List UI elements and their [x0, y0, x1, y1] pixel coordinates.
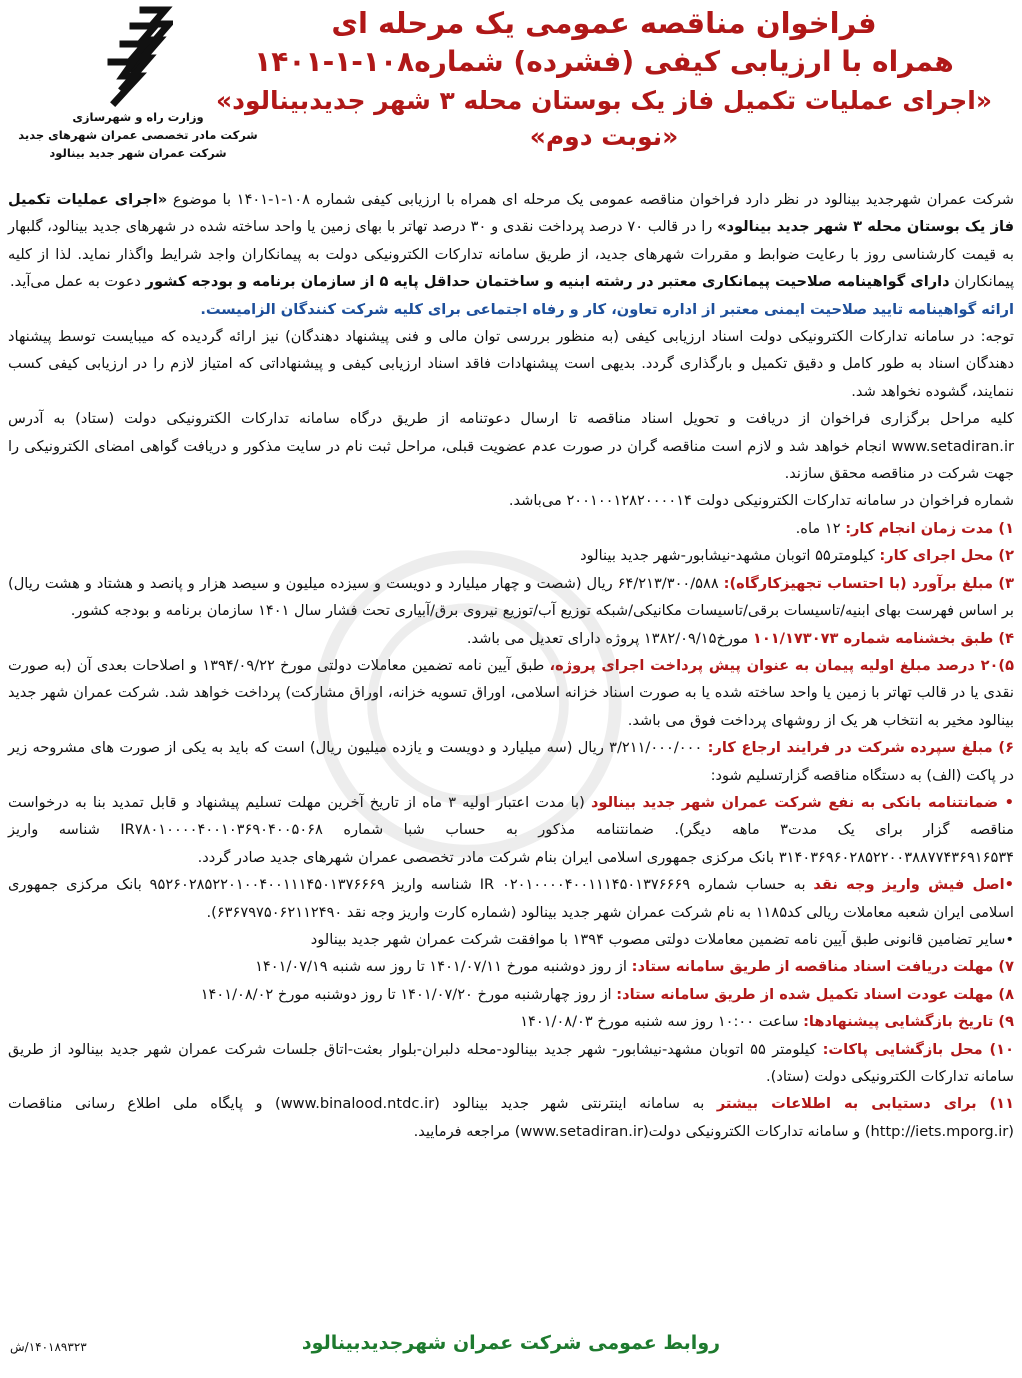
- item-7: [8, 953, 1014, 980]
- item-11-text: به سامانه اینترنتی شهر جدید بینالود (www.binalood.ntdc.ir) و پایگاه ملی اطلاع رسانی مناقصات (http://iets.mporg.ir) و سامانه تدارکات الکترونیکی دولت(www.setadiran.ir) مراجعه فرمایید.: [8, 1095, 1014, 1140]
- item-3-label: ۳) مبلغ برآورد (با احتساب تجهیزکارگاه):: [723, 574, 1015, 592]
- item-11: [8, 1090, 1014, 1145]
- item-2-text: کیلومتر۵۵ اتوبان مشهد-نیشابور-شهر جدید بینالود: [580, 547, 880, 565]
- item-1: [8, 515, 1014, 542]
- intro-project-title: «اجرای عملیات تکمیل فاز یک بوستان محله ۳ شهر جدید بینالود»: [8, 191, 1015, 236]
- item-9: [8, 1008, 1014, 1035]
- org-line-2: شرکت مادر تخصصی عمران شهرهای جدید: [18, 128, 258, 142]
- bullet-2-text: به حساب شماره ۰۲۰۱۰۰۰۰۴۰۰۱۱۱۴۵۰۱۳۷۶۶۶۹ IR شناسه واریز ۹۵۲۶۰۲۸۵۲۲۰۱۰۰۴۰۰۱۱۱۴۵۰۱۳۷۶۶۶۹ بانک مرکزی جمهوری اسلامی ایران شعبه معاملات ریالی کد۱۱۸۵ به نام شرکت عمران شهر جدید بینالود (شماره کارت واریز وجه نقد ۶۳۶۷۹۷۵۰۶۲۱۱۲۴۹۰).: [8, 876, 1014, 921]
- intro-text-a: شرکت عمران شهرجدید بینالود در نظر دارد فراخوان مناقصه عمومی یک مرحله ای همراه با ارزیابی کیفی شماره ۱۰۸-۱-۱۴۰۱ با موضوع: [172, 191, 1014, 208]
- ad-code: ۱۴۰۱۸۹۳۲۳/ش: [10, 1340, 87, 1354]
- item-7-label: ۷) مهلت دریافت اسناد مناقصه از طریق سامانه ستاد:: [631, 958, 1014, 976]
- item-6-text: ۳/۲۱۱/۰۰۰/۰۰۰ ریال (سه میلیارد و دویست و یازده میلیون ریال) است که باید به یکی از صورت های مشروحه زیر در پاکت (الف) به دستگاه مناقصه گزارتسلیم شود:: [8, 739, 1014, 784]
- title-line-3: «اجرای عملیات تکمیل فاز یک بوستان محله ۳ شهر جدیدبینالود»: [215, 86, 993, 115]
- announcement-page: [8, 4, 1014, 1372]
- item-6-label: ۶) مبلغ سپرده شرکت در فرایند ارجاع کار:: [707, 739, 1014, 757]
- item-8-label: ۸) مهلت عودت اسناد تکمیل شده از طریق سامانه ستاد:: [616, 985, 1014, 1003]
- signature: روابط عمومی شرکت عمران شهرجدیدبینالود: [301, 1332, 721, 1354]
- intro-text-c: را در قالب ۷۰ درصد پرداخت نقدی و ۳۰ درصد تهاتر با بهای زمین یا واحد ساخته شده در شهرهای جدید بینالود، گلبهار به قیمت کارشناسی روز با رعایت ضوابط و مقررات شهرهای جدید، از طریق سامانه تدارکات الکترونیکی دولت به پیمانکاران واجد شرایط واگذار نماید. لذا از کلیه پیمانکاران: [8, 218, 1014, 291]
- bullet-1-text: (با مدت اعتبار اولیه ۳ ماه از تاریخ آخرین مهلت تسلیم پیشنهاد و قابل تمدید بنا به درخواست مناقصه گزار برای یک مدت۳ ماهه دیگر). ضمانتنامه مذکور به حساب شبا شماره IR۷۸۰۱۰۰۰۰۴۰۰۱۰۳۶۹۰۴۰۰۵۰۶۸ شناسه واریز ۳۱۴۰۳۶۹۶۰۲۸۵۲۲۰۰۳۸۸۷۷۴۳۶۹۱۶۵۳۴ بانک مرکزی جمهوری اسلامی ایران بنام شرکت مادر تخصصی عمران شهرهای جدید صادر گردد.: [8, 793, 1015, 866]
- intro-paragraph: [8, 186, 1014, 296]
- item-6: [8, 734, 1014, 789]
- item-4-text: مورخ۱۳۸۲/۰۹/۱۵ پروژه دارای تعدیل می باشد.: [466, 629, 753, 647]
- safety-note: ارائه گواهینامه تایید صلاحیت ایمنی معتبر از اداره تعاون، کار و رفاه اجتماعی برای کلیه شرکت کنندگان الزامیست.: [200, 300, 1014, 318]
- item-2-label: ۲) محل اجرای کار:: [879, 547, 1014, 565]
- announcement-body: [8, 186, 1014, 1145]
- item-10-label: ۱۰) محل بازگشایی پاکات:: [822, 1040, 1014, 1058]
- item-5: [8, 652, 1014, 734]
- title-block: [194, 4, 1014, 154]
- item-4-label: ۴) طبق بخشنامه شماره ۱۰۱/۱۷۳۰۷۳: [752, 629, 1014, 647]
- item-5-label: ۵)۲۰ درصد مبلغ اولیه پیمان به عنوان پیش پرداخت اجرای پروژه،: [549, 656, 1015, 674]
- ministry-logo-icon: [103, 4, 173, 108]
- title-line-2: همراه با ارزیابی کیفی (فشرده) شماره۱۰۸-۱-۱۴۰۱: [254, 45, 954, 78]
- title-line-1: فراخوان مناقصه عمومی یک مرحله ای: [331, 6, 877, 40]
- item-2: [8, 542, 1014, 569]
- stages-text-a: کلیه مراحل برگزاری فراخوان از دریافت و تحویل اسناد مناقصه تا ارسال دعوتنامه از طریق درگاه سامانه تدارکات الکترونیکی دولت (ستاد) به آدرس: [8, 410, 1014, 428]
- footer: [8, 1330, 1014, 1370]
- guarantee-bullet-2: [8, 871, 1014, 926]
- item-9-label: ۹) تاریخ بازگشایی پیشنهادها:: [803, 1013, 1014, 1031]
- item-5-text: طبق آیین نامه تضمین معاملات دولتی مورخ ۱۳۹۴/۰۹/۲۲ و اصلاحات بعدی آن (به صورت نقدی یا در قالب تهاتر با زمین یا واحد ساخته شده یا به صورت اسناد خزانه اسلامی، اوراق تسویه خزانه، اوراق مشارکت) پرداخت خواهد شد. شرکت عمران شهر جدید بینالود مخیر به انتخاب هر یک از روشهای پرداخت فوق می باشد.: [8, 656, 1014, 729]
- setad-link[interactable]: www.setadiran.ir: [891, 437, 1014, 455]
- item-8: [8, 981, 1014, 1008]
- note-paragraph: توجه: در سامانه تدارکات الکترونیکی دولت اسناد ارزیابی کیفی (به منظور بررسی توان مالی و فنی پیشنهاد دهندگان) نیز ارائه گردیده که میبایست توسط پیشنهاد دهندگان اسناد به طور کامل و دقیق تکمیل و بارگذاری گردد. بدیهی است پیشنهادات فاقد اسناد ارزیابی کیفی و پیشنهاداتی که امتیاز لازم را در ارزیابی کیفی کسب ننمایند، گشوده نخواهد شد.: [8, 328, 1014, 400]
- item-8-text: از روز چهارشنبه مورخ ۱۴۰۱/۰۷/۲۰ تا روز دوشنبه مورخ ۱۴۰۱/۰۸/۰۲: [200, 985, 617, 1003]
- organization-logo-block: [10, 4, 266, 162]
- item-3: [8, 570, 1014, 625]
- item-10-text: کیلومتر ۵۵ اتوبان مشهد-نیشابور- شهر جدید بینالود-محله دلبران-بلوار بعثت-اتاق جلسات شرکت عمران شهر جدید بینالود از طریق سامانه تدارکات الکترونیکی دولت (ستاد).: [8, 1040, 1014, 1085]
- bullet-1-label: • ضمانتنامه بانکی به نفع شرکت عمران شهر جدید بینالود: [590, 793, 1015, 811]
- guarantee-bullet-3: •سایر تضامین قانونی طبق آیین نامه تضمین معاملات دولتی مصوب ۱۳۹۴ با موافقت شرکت عمران شهر جدید بینالود: [310, 930, 1014, 948]
- item-7-text: از روز دوشنبه مورخ ۱۴۰۱/۰۷/۱۱ تا روز سه شنبه ۱۴۰۱/۰۷/۱۹: [255, 958, 632, 976]
- item-4: [8, 625, 1014, 652]
- intro-qualification: دارای گواهینامه صلاحیت پیمانکاری معتبر در رشته ابنیه و ساختمان حداقل پایه ۵ از سازمان برنامه و بودجه کشور: [145, 273, 950, 291]
- stages-text-b: انجام خواهد شد و لازم است مناقصه گران در صورت عدم عضویت قبلی، مراحل ثبت نام در سایت مذکور و دریافت گواهی امضای الکترونیکی را جهت شرکت در مناقصه محقق سازند.: [8, 437, 1014, 483]
- org-line-1: وزارت راه و شهرسازی: [72, 110, 204, 124]
- org-line-3: شرکت عمران شهر جدید بینالود: [49, 146, 227, 160]
- header: [8, 4, 1014, 186]
- tender-number-paragraph: شماره فراخوان در سامانه تدارکات الکترونیکی دولت ۲۰۰۱۰۰۱۲۸۲۰۰۰۰۱۴ می‌باشد.: [508, 492, 1014, 510]
- item-10: [8, 1036, 1014, 1091]
- intro-text-e: دعوت به عمل می‌آید.: [10, 273, 146, 291]
- item-1-text: ۱۲ ماه.: [795, 519, 846, 537]
- item-3-text: ۶۴/۲۱۳/۳۰۰/۵۸۸ ریال (شصت و چهار میلیارد و دویست و سیزده میلیون و سیصد هزار و پانصد و هشتاد و هشت ریال) بر اساس فهرست بهای ابنیه/تاسیسات برقی/تاسیسات مکانیکی/شبکه توزیع آب/توزیع نیروی برق/آبیاری تحت فشار سال ۱۴۰۱ سازمان برنامه و بودجه کشور.: [8, 574, 1014, 620]
- stages-paragraph: [8, 405, 1014, 487]
- bullet-2-label: •اصل فیش واریز وجه نقد: [813, 876, 1014, 894]
- item-11-label: ۱۱) برای دستیابی به اطلاعات بیشتر: [716, 1095, 1014, 1113]
- item-9-text: ساعت ۱۰:۰۰ روز سه شنبه مورخ ۱۴۰۱/۰۸/۰۳: [520, 1013, 804, 1031]
- title-line-4: «نوبت دوم»: [529, 122, 679, 151]
- item-1-label: ۱) مدت زمان انجام کار:: [845, 519, 1014, 537]
- guarantee-bullet-1: [8, 789, 1014, 871]
